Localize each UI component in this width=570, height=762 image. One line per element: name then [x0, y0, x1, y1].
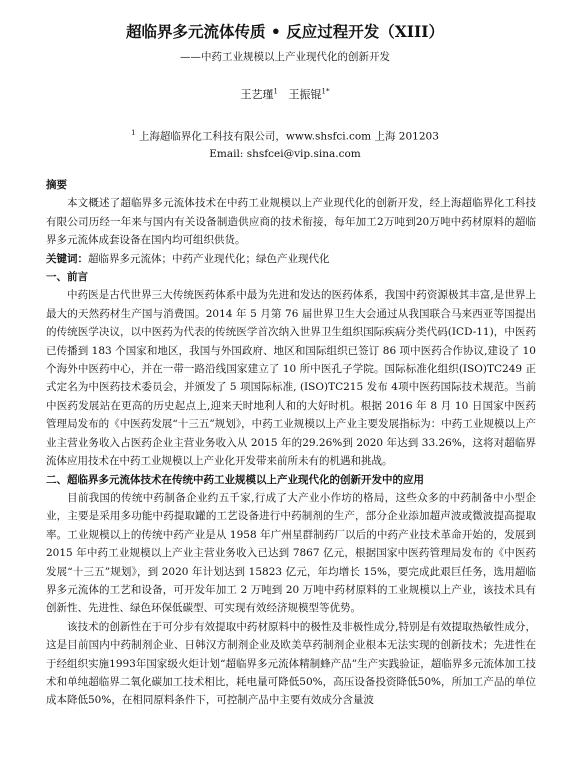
author-name: 王艺瑾 — [240, 88, 274, 101]
section-2-paragraph-1: 目前我国的传统中药制备企业约五千家,行成了大产业小作坊的格局，这些众多的中药制备中小型企业，主要是采用多功能中药提取罐的工艺设备进行中药制剂的生产，部分企业添加超声波或微波提高提取率。工业规模以上的传统中药产业是从 1958 年广州星群制药厂以后的中药产业技术革命开始的，发展到 2015 年中药工业规模以上产业主营业务收入已达到 7867 亿元，根据国家中医药管理局发布的《中医药发展“十三五”规划》，到 2020 年计划达到 15823 亿元，年均增长 15%，要完成此艰巨任务，选用超临界多元流体的工艺和设备，可开发年加工 2 万吨到 20 万吨中药材原料的工业规模以上产业，该技术具有创新性、先进性、绿色环保低碳型、可实现有效经济规模型等优势。 — [46, 491, 536, 615]
section-2-heading: 二、超临界多元流体技术在传统中药工业规模以上产业现代化的创新开发中的应用 — [46, 473, 424, 486]
affiliation-block — [0, 125, 570, 163]
section-1-paragraph: 中药医是古代世界三大传统医药体系中最为先进和发达的医药体系，我国中药资源极其丰富,是世界上最大的天然药材生产国与消费国。2014 年 5 月第 76 届世界卫生大会通过从我国联合马来西亚等国提出的传统医学决议，以中医药为代表的传统医学首次纳入世界卫生组织国际疾病分类代码(ICD-11)，中医药已传播到 183 个国家和地区，我国与外国政府、地区和国际组织已签订 86 项中医药合作协议,建设了 10 个海外中医药中心，并在一带一路沿线国家建立了 10 所中医孔子学院。国际标准化组织(ISO)TC249 正式定名为中医药技术委员会，并颁发了 5 项国际标准, (ISO)TC215 发布 4项中医药国际技术规范。当前中医药发展站在更高的历史起点上,迎来天时地利人和的大好时机。根据 2016 年 8 月 10 日国家中医药管理局发布的《中医药发展“十三五”规划》，中药工业规模以上产业主要发展指标为：中药工业规模以上产业主营业务收入占医药企业主营业务收入从 2015 年的29.26%到 2020 年达到 33.26%，这将对超临界流体应用技术在中药工业规模以上产业化开发带来前所未有的机遇和挑战。 — [46, 289, 536, 468]
author-line — [0, 86, 570, 102]
email-line: Email: shsfcei@vip.sina.com — [209, 147, 361, 160]
abstract-text: 本文概述了超临界多元流体技术在中药工业规模以上产业现代化的创新开发，经上海超临界化工科技有限公司历经一年来与国内有关设备制造供应商的技术衔接，每年加工2万吨到20万吨中药材原料的超临界多元流体成套设备在国内均可组织供货。 — [46, 197, 536, 247]
affil-mark: 1 — [131, 129, 136, 137]
author-affil-mark: 1 — [273, 87, 278, 96]
section-2-paragraph-2: 该技术的创新性在于可分步有效提取中药材原料中的极性及非极性成分,特别是有效提取热敏性成分，这是目前国内中药制剂企业、日韩汉方制剂企业及欧美草药制剂企业根本无法实现的创新技术；先进性在于经组织实施1993年国家级火炬计划“超临界多元流体精制蜂产品”生产实践验证，超临界多元流体加工技术和单纯超临界二氧化碳加工技术相比，耗电量可降低50%，高压设备投资降低50%，所加工产品的单位成本降低50%，在相同原料条件下，可控制产品中主要有效成分含量波 — [46, 620, 536, 707]
paper-subtitle: ——中药工业规模以上产业现代化的创新开发 — [180, 51, 390, 63]
affiliation-line — [0, 125, 570, 146]
abstract-heading: 摘要 — [46, 179, 67, 191]
paper-title: 超临界多元流体传质 • 反应过程开发（XIII） — [126, 22, 444, 41]
author-name: 王振锟 — [288, 88, 322, 101]
paper-body — [46, 176, 536, 710]
keywords-label: 关键词： — [46, 252, 88, 265]
keywords-text: 超临界多元流体；中药产业现代化；绿色产业现代化 — [88, 252, 330, 265]
author-affil-mark: 1* — [321, 87, 330, 96]
section-1-heading: 一、前言 — [46, 271, 88, 284]
keywords-line — [46, 250, 536, 268]
affiliation-text: 上海超临界化工科技有限公司，www.shsfci.com 上海 201203 — [138, 130, 439, 143]
